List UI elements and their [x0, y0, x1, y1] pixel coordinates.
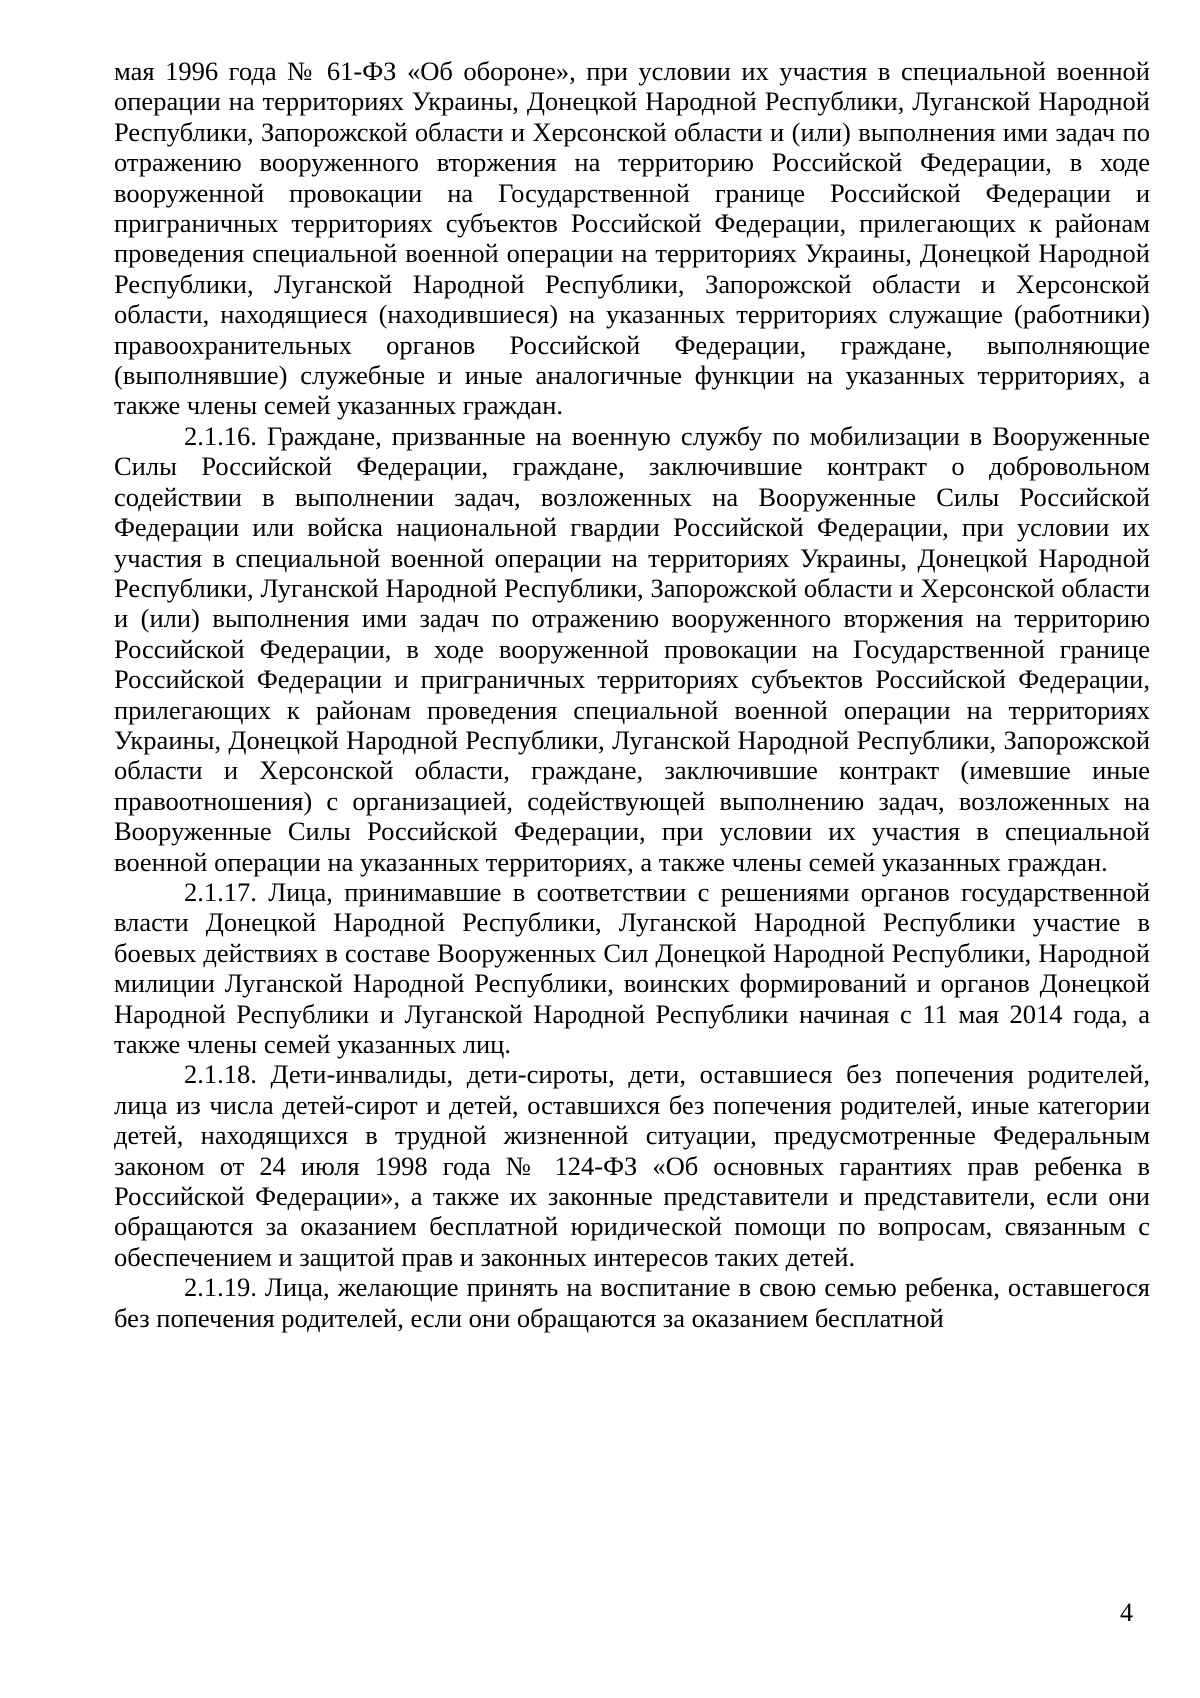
paragraph-2-1-19: 2.1.19. Лица, желающие принять на воспитание в свою семью ребенка, оставшегося без попечения родителей, если они обращаются за оказанием бесплатной: [114, 1272, 1150, 1333]
paragraph-2-1-16: 2.1.16. Граждане, призванные на военную службу по мобилизации в Вооруженные Силы Российской Федерации, граждане, заключившие контракт о добровольном содействии в выполнении задач, возложенных на Вооруженные Силы Российской Федерации или войска национальной гвардии Российской Федерации, при условии их участия в специальной военной операции на территориях Украины, Донецкой Народной Республики, Луганской Народной Республики, Запорожской области и Херсонской области и (или) выполнения ими задач по отражению вооруженного вторжения на территорию Российской Федерации, в ходе вооруженной провокации на Государственной границе Российской Федерации и приграничных территориях субъектов Российской Федерации, прилегающих к районам проведения специальной военной операции на территориях Украины, Донецкой Народной Республики, Луганской Народной Республики, Запорожской области и Херсонской области, граждане, заключившие контракт (имевшие иные правоотношения) с организацией, содействующей выполнению задач, возложенных на Вооруженные Силы Российской Федерации, при условии их участия в специальной военной операции на указанных территориях, а также члены семей указанных граждан.: [114, 420, 1150, 877]
paragraph-continuation: мая 1996 года № 61-ФЗ «Об обороне», при условии их участия в специальной военной операции на территориях Украины, Донецкой Народной Республики, Луганской Народной Республики, Запорожской области и Херсонской области и (или) выполнения ими задач по отражению вооруженного вторжения на территорию Российской Федерации, в ходе вооруженной провокации на Государственной границе Российской Федерации и приграничных территориях субъектов Российской Федерации, прилегающих к районам проведения специальной военной операции на территориях Украины, Донецкой Народной Республики, Луганской Народной Республики, Запорожской области и Херсонской области, находящиеся (находившиеся) на указанных территориях служащие (работники) правоохранительных органов Российской Федерации, граждане, выполняющие (выполнявшие) служебные и иные аналогичные функции на указанных территориях, а также члены семей указанных граждан.: [114, 56, 1150, 421]
page-number: 4: [1120, 1598, 1133, 1627]
document-body: [114, 56, 1150, 1333]
paragraph-2-1-18: 2.1.18. Дети-инвалиды, дети-сироты, дети, оставшиеся без попечения родителей, лица из числа детей-сирот и детей, оставшихся без попечения родителей, иные категории детей, находящихся в трудной жизненной ситуации, предусмотренные Федеральным законом от 24 июля 1998 года № 124-ФЗ «Об основных гарантиях прав ребенка в Российской Федерации», а также их законные представители и представители, если они обращаются за оказанием бесплатной юридической помощи по вопросам, связанным с обеспечением и защитой прав и законных интересов таких детей.: [114, 1059, 1150, 1272]
paragraph-2-1-17: 2.1.17. Лица, принимавшие в соответствии с решениями органов государственной власти Донецкой Народной Республики, Луганской Народной Республики участие в боевых действиях в составе Вооруженных Сил Донецкой Народной Республики, Народной милиции Луганской Народной Республики, воинских формирований и органов Донецкой Народной Республики и Луганской Народной Республики начиная с 11 мая 2014 года, а также члены семей указанных лиц.: [114, 876, 1150, 1059]
